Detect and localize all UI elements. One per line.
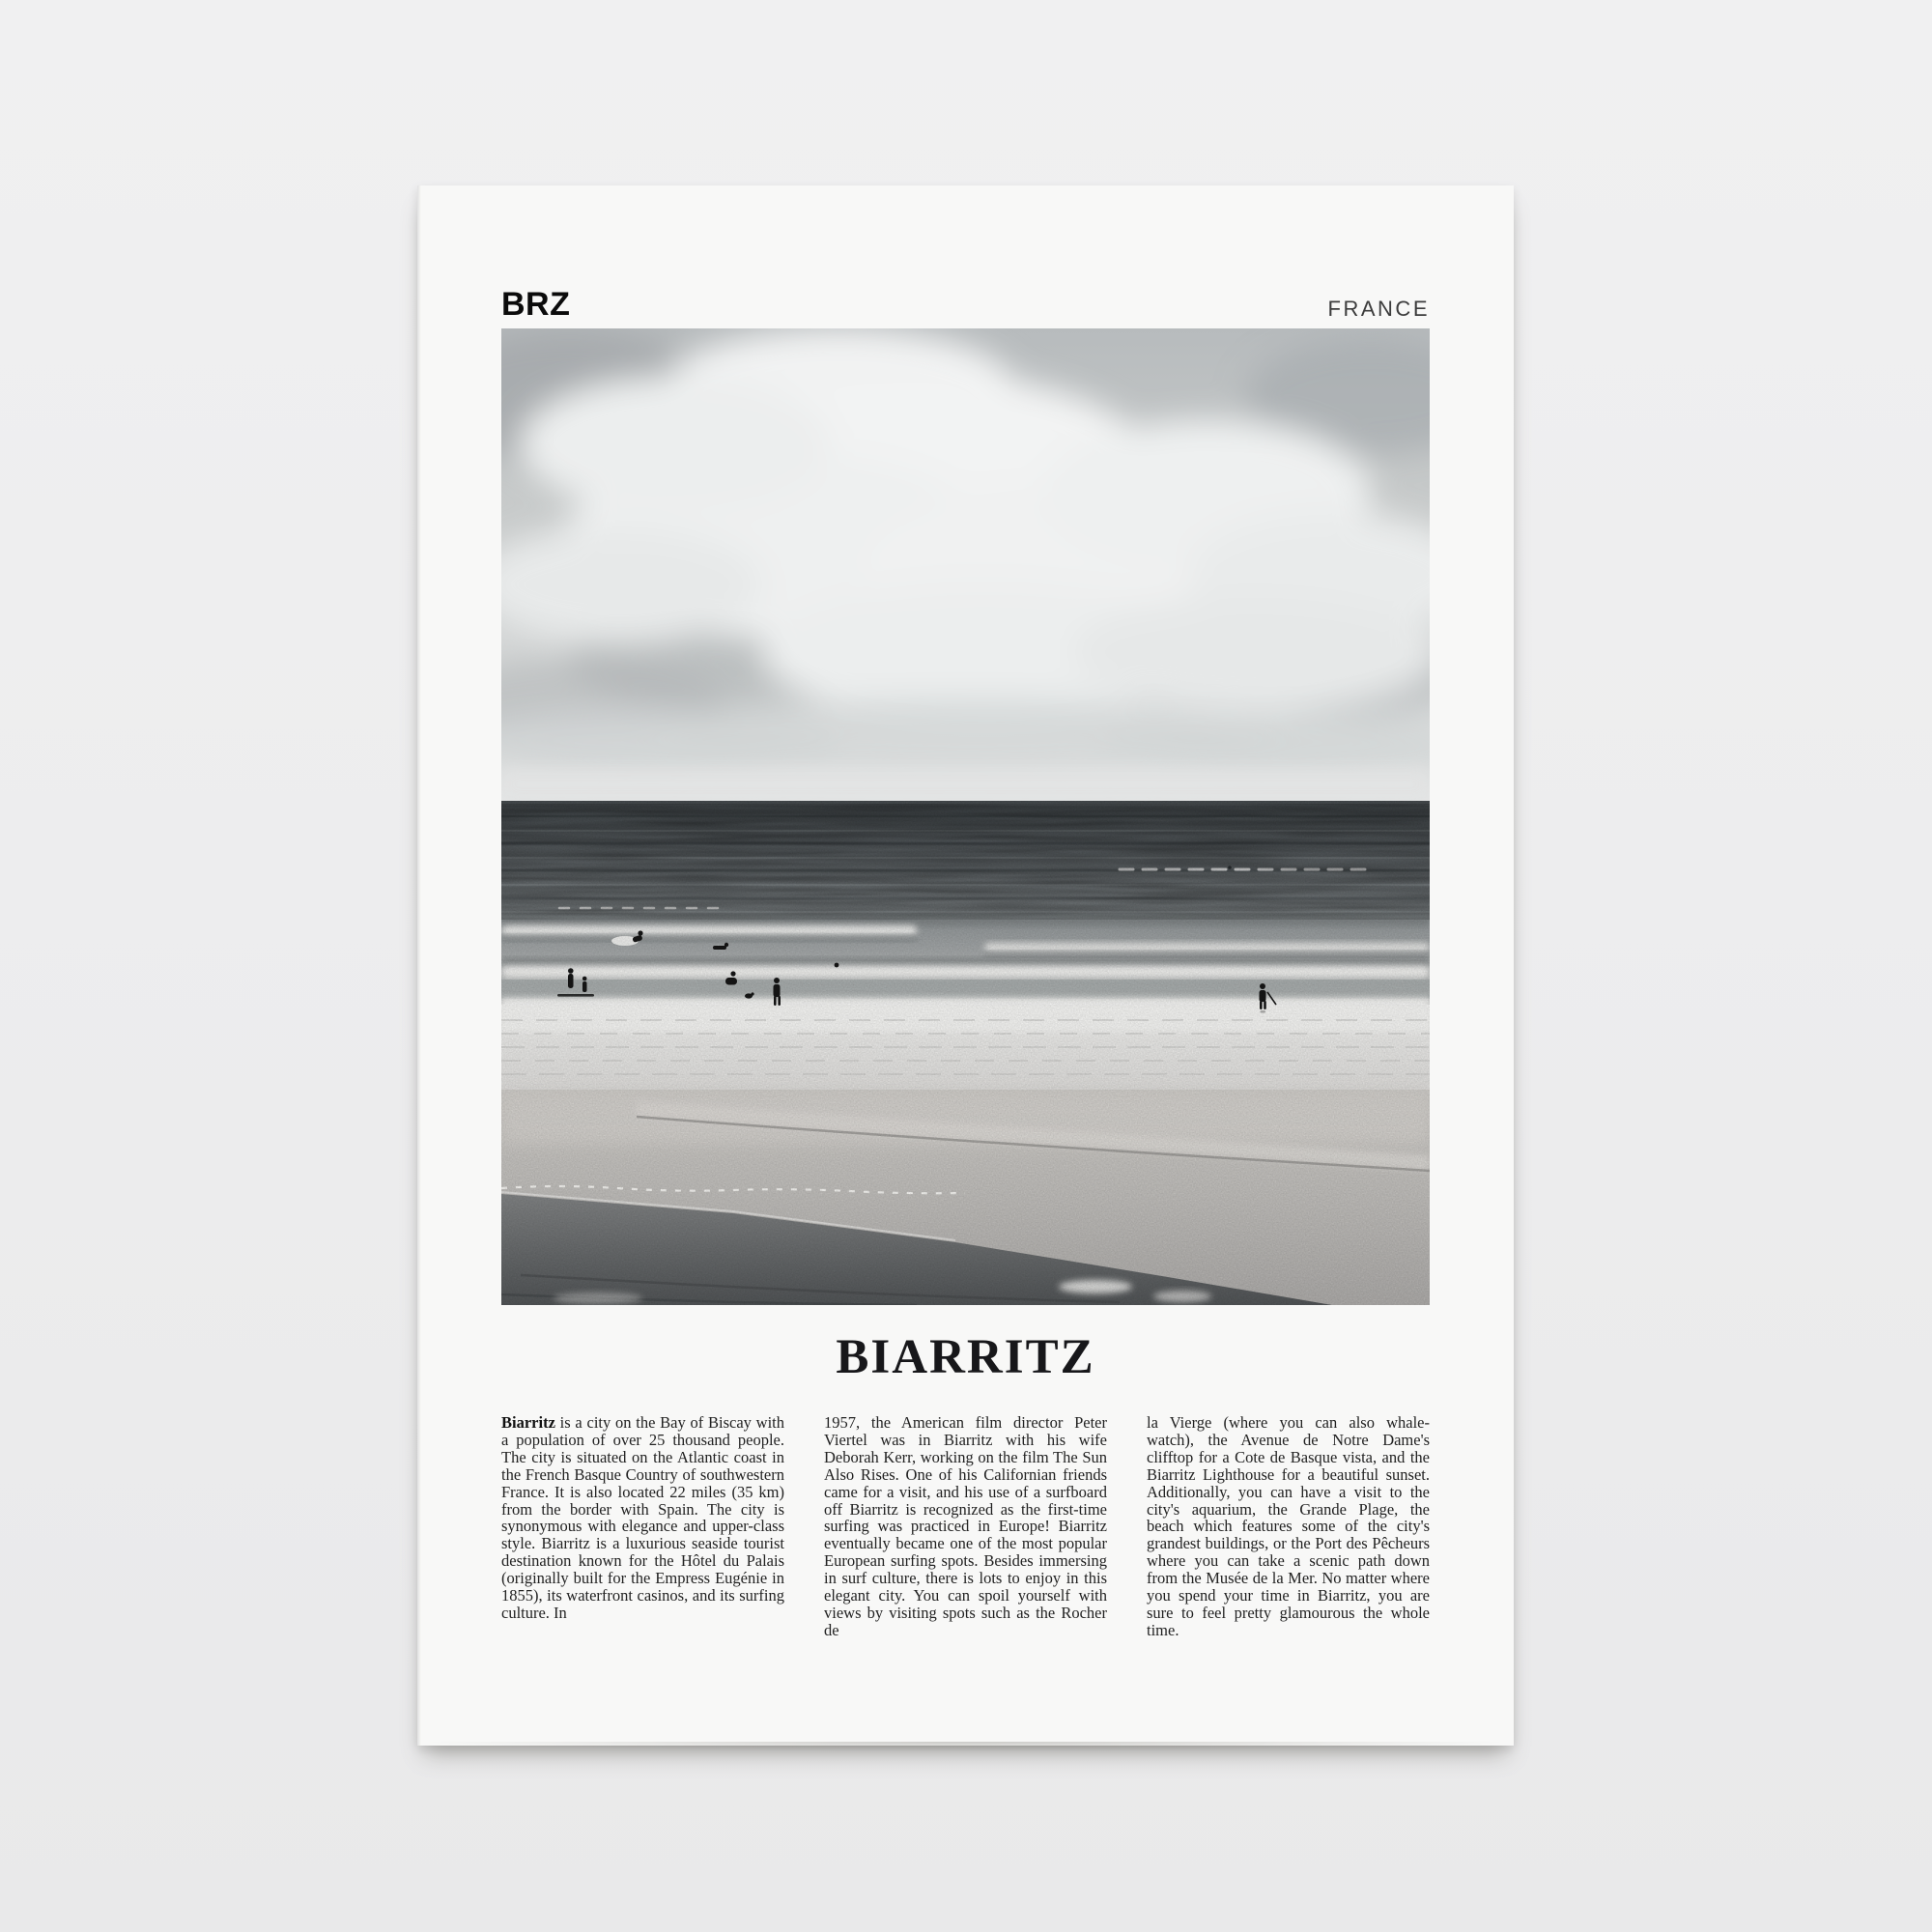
beach-photo (501, 328, 1430, 1305)
poster-header (501, 276, 1430, 321)
body-column-1-text: is a city on the Bay of Biscay with a population of over 25 thousand people. The city is situated on the Atlantic coast in the French Basque Country of southwestern France. It is also located 22 miles (35 km) from the border with Spain. The city is synonymous with elegance and upper-class style. Biarritz is a luxurious seaside tourist destination known for the Hôtel du Palais (originally built for the Empress Eugénie in 1855), its waterfront casinos, and its surfing culture. In (501, 1413, 785, 1622)
poster (417, 185, 1514, 1746)
sky (501, 328, 1430, 811)
photo-grain-overlay (501, 801, 1430, 1305)
body-column-1 (501, 1414, 784, 1639)
body-column-2-text: 1957, the American film director Peter Viertel was in Biarritz with his wife Deborah Kerr, working on the film The Sun Also Rises. One of his Californian friends came for a visit, and his use of a surfboard off Biarritz is recognized as the first-time surfing was practiced in Europe! Biarritz eventually became one of the most popular European surfing spots. Besides immersing in surf culture, there is lots to enjoy in this elegant city. You can spoil yourself with views by visiting spots such as the Rocher de (824, 1413, 1107, 1639)
body-text (501, 1414, 1430, 1639)
beach-photo-art (501, 328, 1430, 1305)
poster-title: BIARRITZ (836, 1330, 1095, 1384)
body-lead: Biarritz (501, 1413, 555, 1432)
brand-code: BRZ (501, 286, 571, 323)
body-column-3 (1147, 1414, 1430, 1639)
body-column-3-text: la Vierge (where you can also whale-watch), the Avenue de Notre Dame's clifftop for a Cote de Basque vista, and the Biarritz Lighthouse for a beautiful sunset. Additionally, you can have a visit to the city's aquarium, the Grande Plage, the beach which features some of the city's grandest buildings, or the Port des Pêcheurs where you can take a scenic path down from the Musée de la Mer. No matter where you spend your time in Biarritz, you are sure to feel pretty glamourous the whole time. (1147, 1413, 1430, 1639)
country-label: FRANCE (1327, 296, 1430, 321)
body-column-2 (824, 1414, 1107, 1639)
